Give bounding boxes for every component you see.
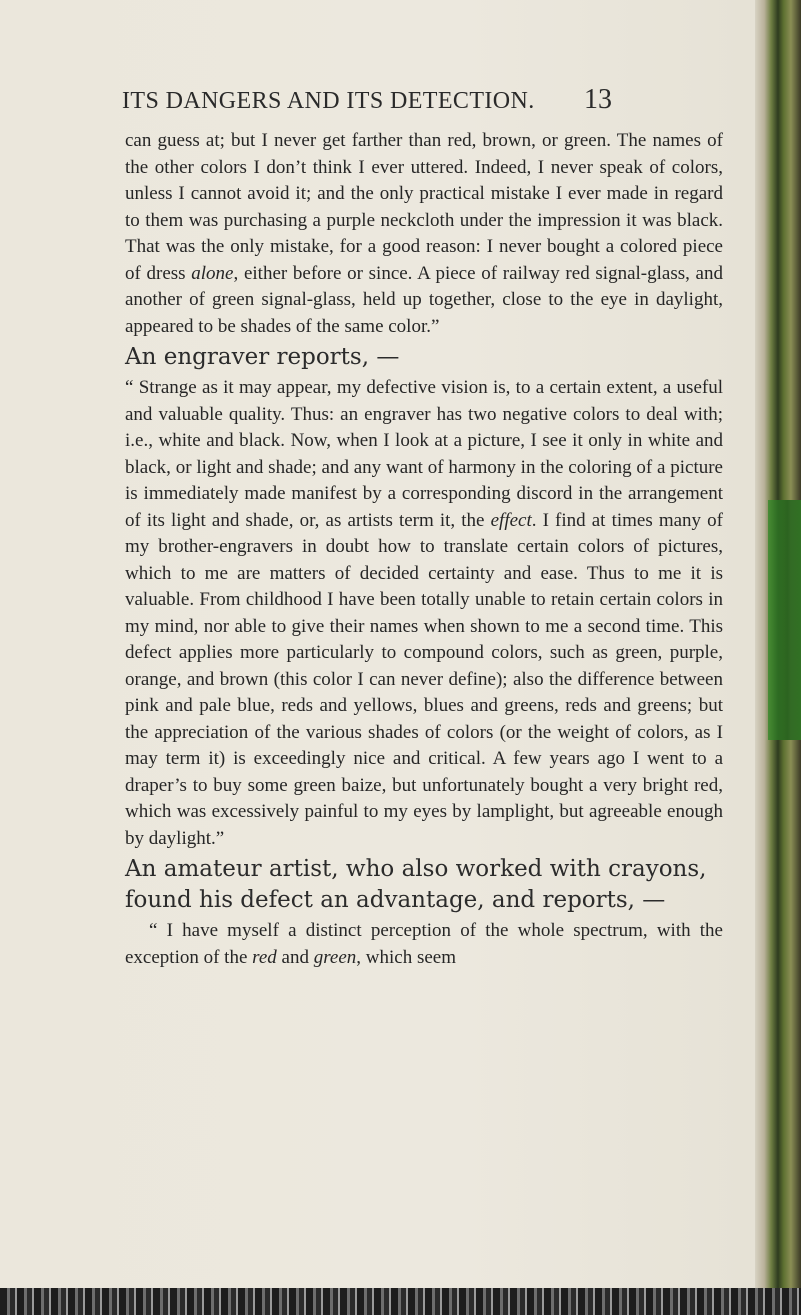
text-segment: can guess at; but I never get farther than red, brown, or green. The names of the other colors I don’t think I ever uttered. Indeed, I never speak of colors, unless I cannot avoid it; and the only practical mistake I ever made in regard to them was purchasing a purple neckcloth under the impression it was black. That was the only mistake, for a good reason: I never bought a colored piece of dress [125, 130, 723, 284]
running-head: ITS DANGERS AND ITS DETECTION. [122, 88, 535, 114]
text-segment: “ Strange as it may appear, my defective vision is, to a certain extent, a useful and valuable quality. Thus: an engraver has two negative colors to deal with; i.e., white and black. Now, when I look at a picture, I see it only in white and black, or light and shade; and any want of harmony in the coloring of a picture is immediately made manifest by a corresponding discord in the arrangement of its light and shade, or, as artists term it, the [125, 377, 723, 531]
spine-green-band [768, 500, 801, 740]
text-segment: An amateur artist, who also worked with crayons, found his defect an advantage, and reports, — [125, 856, 707, 913]
emphasis-green: green [313, 946, 357, 968]
text-segment: and [276, 946, 314, 968]
text-segment: An engraver reports, — [125, 344, 400, 370]
body-text [125, 128, 723, 971]
page-bottom-edge [0, 1288, 801, 1315]
quote-engraver [125, 375, 723, 852]
page-header [0, 84, 755, 118]
paragraph-continuation [125, 128, 723, 340]
quote-amateur-artist [125, 918, 723, 971]
text-segment: “ I have myself a distinct perception of the whole spectrum, with the exception of the [125, 920, 723, 968]
text-segment: . I find at times many of my brother-engravers in doubt how to translate certain colors of pictures, which to me are matters of decided certainty and ease. Thus to me it is valuable. From childhood I have been totally unable to retain certain colors in my mind, nor able to give their names when shown to me a second time. This defect applies more particularly to compound colors, such as green, purple, orange, and brown (this color I can never define); also the difference between pink and pale blue, reds and yellows, blues and greens, reds and greens; but the appreciation of the various shades of colors (or the weight of colors, as I may term it) is exceedingly nice and critical. A few years ago I went to a draper’s to buy some green baize, but unfortunately bought a very bright red, which was excessively painful to my eyes by lamplight, but agreeable enough by daylight.” [125, 509, 723, 849]
text-segment: , either before or since. A piece of railway red signal-glass, and another of green signal-glass, held up together, close to the eye in daylight, appeared to be shades of the same color.” [125, 262, 723, 337]
lead-amateur-artist [125, 854, 723, 916]
lead-engraver [125, 342, 723, 373]
page-number: 13 [584, 84, 612, 115]
emphasis-red: red [252, 946, 277, 968]
text-segment: , which seem [356, 946, 457, 968]
emphasis-effect: effect [490, 509, 532, 531]
emphasis-alone: alone [191, 262, 234, 284]
